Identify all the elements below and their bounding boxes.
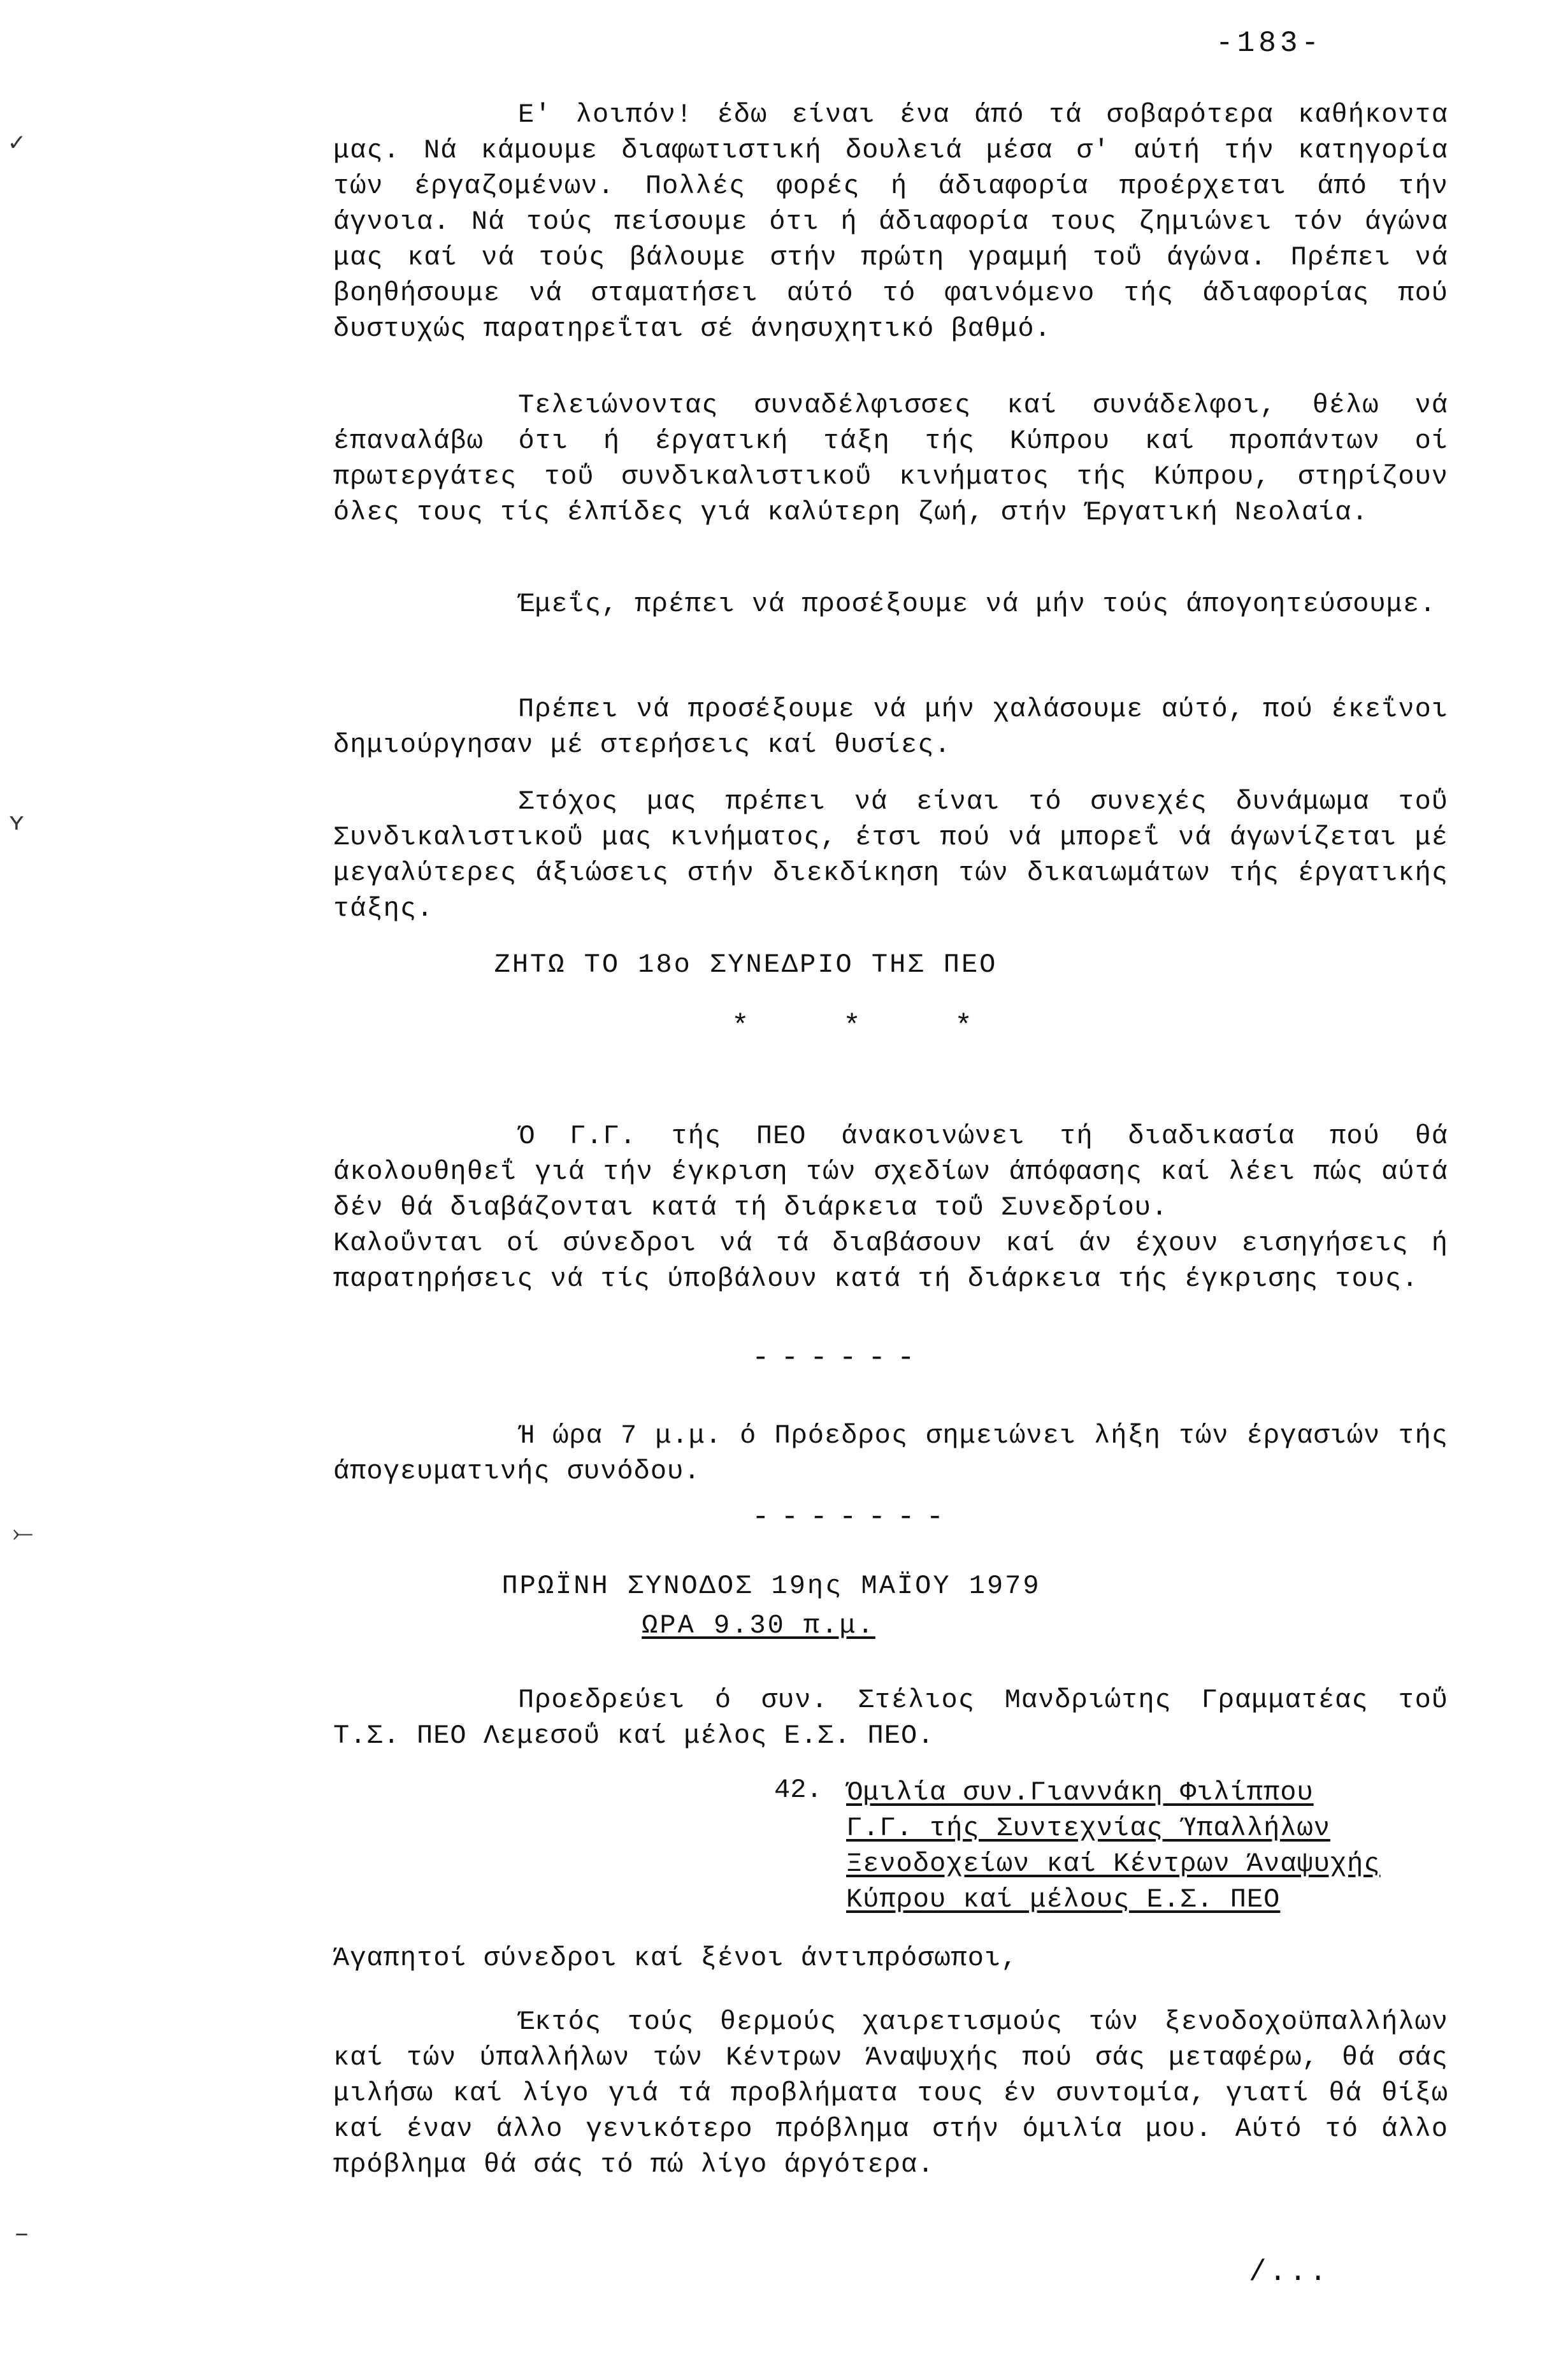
speech-heading-line: Όμιλία συν.Γιαννάκη Φιλίππου	[846, 1777, 1314, 1808]
separator-stars: * * *	[731, 1010, 973, 1043]
session-title: ΠΡΩΪΝΗ ΣΥΝΟΔΟΣ 19ης ΜΑΪΟΥ 1979	[501, 1571, 1041, 1601]
slogan: ΖΗΤΩ ΤΟ 18ο ΣΥΝΕΔΡΙΟ ΤΗΣ ΠΕΟ	[494, 949, 998, 980]
margin-mark: ⤚	[13, 1521, 33, 1550]
paragraph-1: Ε' λοιπόν! έδω είναι ένα άπό τά σοβαρότερα καθήκοντα μας. Νά κάμουμε διαφωτιστική δουλειά μέσα σ' αύτή τήν κατηγορία τών έργαζομένων. Πολλές φορές ή άδιαφορία προέρχεται άπό τήν άγνοια. Νά τούς πείσουμε ότι ή άδιαφορία τους ζημιώνει τόν άγώνα μας καί νά τούς βάλουμε στήν πρώτη γραμμή τοΰ άγώνα. Πρέπει νά βοηθήσουμε νά σταματήσει αύτό τό φαινόμενο τής άδιαφορίας πού δυστυχώς παρατηρεΐται σέ άνησυχητικό βαθμό.	[333, 99, 1448, 344]
paragraph-10: Έκτός τούς θερμούς χαιρετισμούς τών ξενοδοχοϋπαλλήλων καί τών ύπαλλήλων τών Κέντρων Άναψυχής πού σάς μεταφέρω, θά σάς μιλήσω καί λίγο γιά τά προβλήματα τους έν συντομία, γιατί θά θίξω καί έναν άλλο γενικότερο πρόβλημα στήν όμιλία μου. Αύτό τό άλλο πρόβλημα θά σάς τό πώ λίγο άργότερα.	[333, 2007, 1448, 2180]
separator-dashes: ------	[752, 1341, 926, 1374]
paragraph-5: Στόχος μας πρέπει νά είναι τό συνεχές δυνάμωμα τοΰ Συνδικαλιστικοΰ μας κινήματος, έτσι πού νά μπορεΐ νά άγωνίζεται μέ μεγαλύτερες άξιώσεις στήν διεκδίκηση τών δικαιωμάτων τής έργατικής τάξης.	[333, 786, 1448, 924]
speech-heading-line: Ξενοδοχείων καί Κέντρων Άναψυχής	[846, 1849, 1381, 1879]
paragraph-9: Προεδρεύει ό συν. Στέλιος Μανδριώτης Γραμματέας τοΰ Τ.Σ. ΠΕΟ Λεμεσοΰ καί μέλος Ε.Σ. ΠΕΟ.	[333, 1685, 1448, 1751]
speech-heading	[846, 1775, 1483, 1917]
margin-mark: ✓	[9, 130, 25, 159]
item-number: 42.	[774, 1775, 823, 1805]
separator-dashes: -------	[752, 1501, 956, 1534]
paragraph-3: Έμεΐς, πρέπει νά προσέξουμε νά μήν τούς άπογοητεύσουμε.	[518, 589, 1437, 619]
session-time: ΩΡΑ 9.30 π.μ.	[642, 1610, 875, 1641]
paragraph-6: Ό Γ.Γ. τής ΠΕΟ άνακοινώνει τή διαδικασία πού θά άκολουθηθεΐ γιά τήν έγκριση τών σχεδίων άπόφασης καί λέει πώς αύτά δέν θά διαβάζονται κατά τή διάρκεια τοΰ Συνεδρίου.	[333, 1121, 1448, 1223]
margin-mark: ʏ	[9, 809, 25, 838]
margin-mark: –	[14, 2221, 30, 2249]
paragraph-2: Τελειώνοντας συναδέλφισσες καί συνάδελφοι, θέλω νά έπαναλάβω ότι ή έργατική τάξη τής Κύπρου καί προπάντων οί πρωτεργάτες τοΰ συνδικαλιστικοΰ κινήματος τής Κύπρου, στηρίζουν όλες τους τίς έλπίδες γιά καλύτερη ζωή, στήν Έργατική Νεολαία.	[333, 390, 1448, 528]
paragraph-4: Πρέπει νά προσέξουμε νά μήν χαλάσουμε αύτό, πού έκεΐνοι δημιούργησαν μέ στερήσεις καί θυσίες.	[333, 694, 1448, 760]
page-number: -183-	[1216, 27, 1323, 60]
paragraph-8: Ή ώρα 7 μ.μ. ό Πρόεδρος σημειώνει λήξη τών έργασιών τής άπογευματινής συνόδου.	[333, 1420, 1448, 1487]
speech-heading-line: Γ.Γ. τής Συντεχνίας Ύπαλλήλων	[846, 1813, 1330, 1843]
paragraph-7: Καλοΰνται οί σύνεδροι νά τά διαβάσουν καί άν έχουν εισηγήσεις ή παρατηρήσεις νά τίς ύποβάλουν κατά τή διάρκεια τής έγκρισης τους.	[333, 1228, 1448, 1294]
greeting: Άγαπητοί σύνεδροι καί ξένοι άντιπρόσωποι,	[333, 1943, 1018, 1973]
speech-heading-line: Κύπρου καί μέλους Ε.Σ. ΠΕΟ	[846, 1884, 1281, 1915]
continuation-mark: /...	[1249, 2256, 1330, 2289]
